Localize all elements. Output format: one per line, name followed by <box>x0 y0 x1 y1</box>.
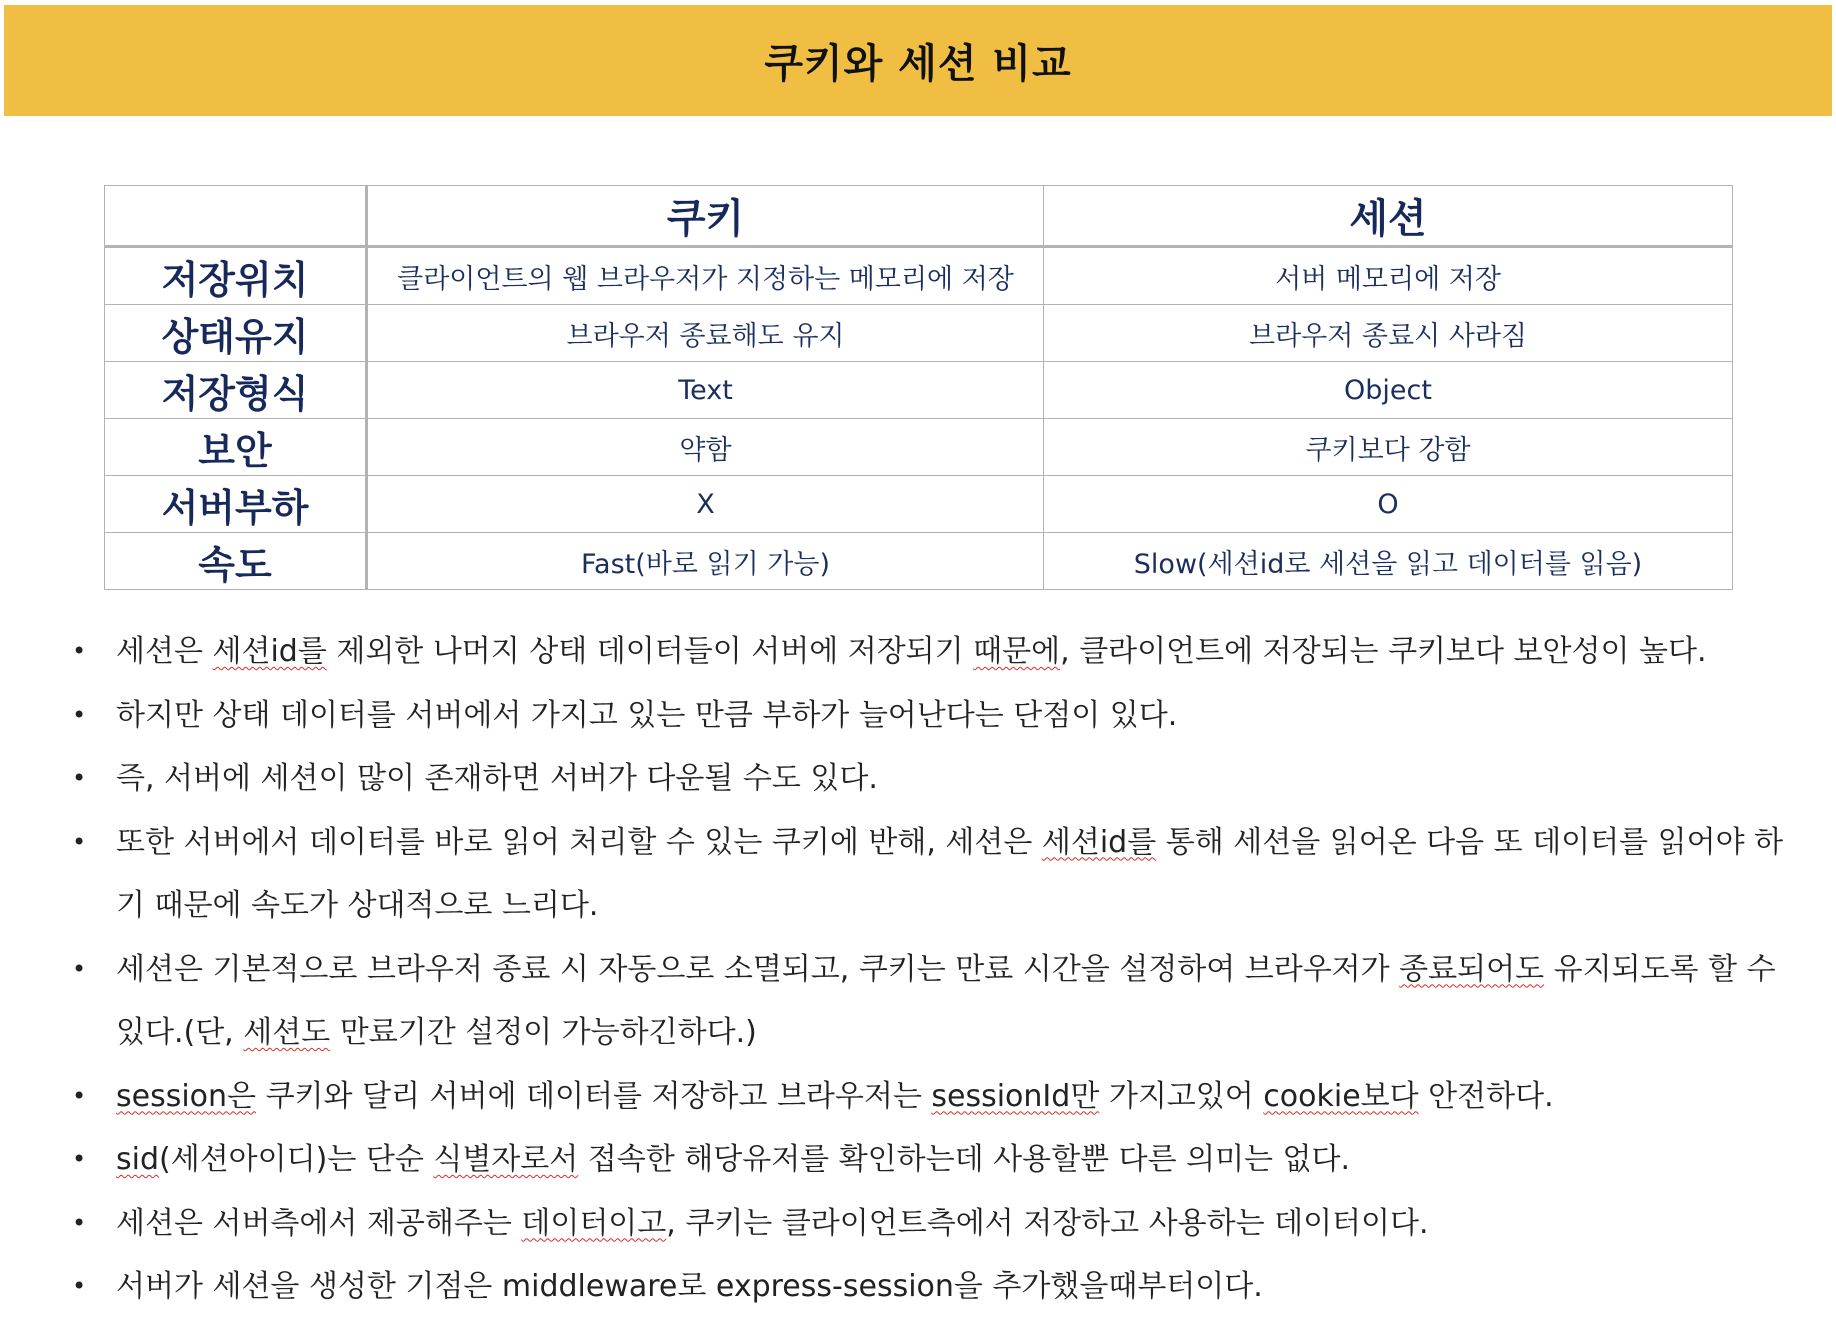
spellcheck-mark: 종료되어도 <box>1399 951 1545 987</box>
bullet-icon: • <box>72 1208 87 1237</box>
table-row <box>105 476 1733 533</box>
list-item <box>72 684 1802 748</box>
note-text: 또한 서버에서 데이터를 바로 읽어 처리할 수 있는 쿠키에 반해, 세션은 <box>116 824 1042 860</box>
page-title: 쿠키와 세션 비교 <box>764 41 1072 87</box>
table-header-row <box>105 186 1733 247</box>
table-row <box>105 419 1733 476</box>
bullet-icon: • <box>72 1145 87 1173</box>
column-header-cookie: 쿠키 <box>367 186 1044 247</box>
session-cell: 브라우저 종료시 사라짐 <box>1044 305 1733 362</box>
row-label: 서버부하 <box>105 476 367 533</box>
list-item <box>72 1065 1802 1129</box>
session-cell: O <box>1044 476 1733 533</box>
table-corner-cell <box>105 186 367 247</box>
comparison-table <box>104 185 1733 590</box>
spellcheck-mark: sessionId만 <box>931 1078 1100 1114</box>
spellcheck-mark: 세션도 <box>243 1015 331 1050</box>
column-header-session: 세션 <box>1044 186 1733 247</box>
row-label: 저장위치 <box>105 247 367 305</box>
note-text: 세션은 서버측에서 제공해주는 <box>116 1205 522 1241</box>
note-text: 제외한 나머지 상태 데이터들이 서버에 저장되기 <box>326 634 974 669</box>
notes-list <box>72 620 1802 1319</box>
bullet-icon: • <box>72 954 87 983</box>
cookie-cell: X <box>367 476 1044 533</box>
note-text: 하지만 상태 데이터를 서버에서 가지고 있는 만큼 부하가 늘어난다는 단점이 있다. <box>116 697 1178 733</box>
session-cell: 쿠키보다 강함 <box>1044 419 1733 476</box>
session-cell: Slow(세션id로 세션을 읽고 데이터를 읽음) <box>1044 533 1733 590</box>
spellcheck-mark: cookie보다 <box>1263 1078 1419 1114</box>
list-item <box>72 1192 1802 1256</box>
list-item <box>72 938 1802 1065</box>
note-text: 가지고있어 <box>1099 1078 1264 1114</box>
note-text: (세션아이디)는 단순 <box>159 1142 434 1177</box>
cookie-cell: 클라이언트의 웹 브라우저가 지정하는 메모리에 저장 <box>367 247 1044 305</box>
note-text: , 클라이언트에 저장되는 쿠키보다 보안성이 높다. <box>1060 634 1707 669</box>
title-banner <box>4 5 1832 116</box>
list-item <box>72 1128 1802 1192</box>
row-label: 저장형식 <box>105 362 367 419</box>
table-row <box>105 362 1733 419</box>
cookie-cell: Text <box>367 362 1044 419</box>
bullet-icon: • <box>72 700 87 729</box>
spellcheck-mark: 데이터이고 <box>521 1205 667 1241</box>
session-cell: 서버 메모리에 저장 <box>1044 247 1733 305</box>
spellcheck-mark: 때문에 <box>973 634 1061 669</box>
row-label: 보안 <box>105 419 367 476</box>
note-text: 세션은 기본적으로 브라우저 종료 시 자동으로 소멸되고, 쿠키는 만료 시간을 설정하여 브라우저가 <box>116 951 1400 987</box>
cookie-cell: Fast(바로 읽기 가능) <box>367 533 1044 590</box>
bullet-icon: • <box>72 637 87 665</box>
row-label: 속도 <box>105 533 367 590</box>
row-label: 상태유지 <box>105 305 367 362</box>
spellcheck-mark: 세션id를 <box>1041 824 1157 860</box>
session-cell: Object <box>1044 362 1733 419</box>
spellcheck-mark: sid <box>116 1142 160 1177</box>
note-text: 즉, 서버에 세션이 많이 존재하면 서버가 다운될 수도 있다. <box>116 761 878 796</box>
note-text: 안전하다. <box>1418 1078 1554 1114</box>
spellcheck-mark: 세션id를 <box>212 634 327 669</box>
note-text: 통해 세션을 읽어온 다음 또 데이터를 읽어야 하기 때문에 속도가 상대적으로 느리다. <box>116 824 1784 923</box>
table-row <box>105 247 1733 305</box>
cookie-cell: 약함 <box>367 419 1044 476</box>
note-text: 유지되도록 할 수 있다.(단, <box>116 951 1776 1050</box>
spellcheck-mark: 식별자로서 <box>433 1142 579 1177</box>
note-text: 서버가 세션을 생성한 기점은 middleware로 express-session을 추가했을때부터이다. <box>116 1269 1263 1304</box>
bullet-icon: • <box>72 764 87 792</box>
note-text: 접속한 해당유저를 확인하는데 사용할뿐 다른 의미는 없다. <box>578 1142 1351 1177</box>
list-item <box>72 811 1802 938</box>
table-row <box>105 305 1733 362</box>
note-text: 세션은 <box>116 634 213 669</box>
note-text: 쿠키와 달리 서버에 데이터를 저장하고 브라우저는 <box>256 1078 932 1114</box>
list-item <box>72 620 1802 684</box>
bullet-icon: • <box>72 827 87 856</box>
note-text: , 쿠키는 클라이언트측에서 저장하고 사용하는 데이터이다. <box>666 1205 1429 1241</box>
note-text: 만료기간 설정이 가능하긴하다.) <box>330 1015 757 1050</box>
cookie-cell: 브라우저 종료해도 유지 <box>367 305 1044 362</box>
list-item <box>72 747 1802 811</box>
bullet-icon: • <box>72 1081 87 1110</box>
table-row <box>105 533 1733 590</box>
bullet-icon: • <box>72 1272 87 1300</box>
list-item <box>72 1255 1802 1319</box>
spellcheck-mark: session은 <box>116 1078 257 1114</box>
